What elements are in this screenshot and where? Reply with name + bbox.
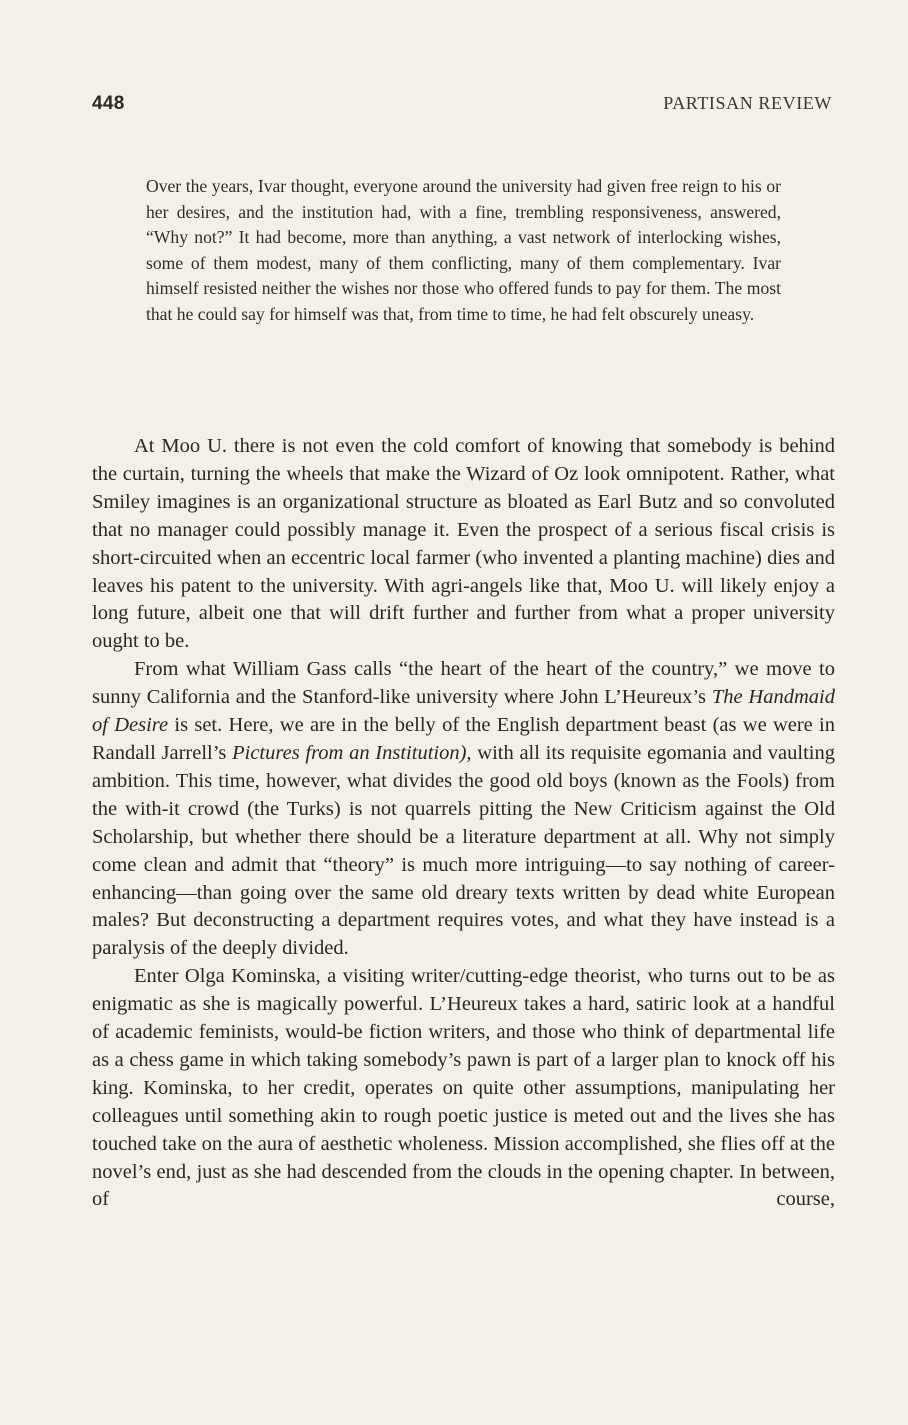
paragraph-2-part-b: is set. Here, we are in the belly of the English department beast (as we were in Randall Jarrell’s xyxy=(92,714,835,764)
page-number: 448 xyxy=(92,93,125,114)
paragraph-2 xyxy=(92,656,835,963)
book-title-handmaid: The Handmaid of Desire xyxy=(92,686,835,737)
block-quote-text: Over the years, Ivar thought, everyone around the university had given free reign to his or her desires, and the institution had, with a fine, trembling responsiveness, answered, “Why not?” It had become, more than anything, a vast network of interlocking wishes, some of them modest, many of them conflicting, many of them complementary. Ivar himself resisted neither the wishes nor those who offered funds to pay for them. The most that he could say for himself was that, from time to time, he had felt obscurely uneasy. xyxy=(146,176,781,324)
body-text xyxy=(92,433,835,1214)
paragraph-3: Enter Olga Kominska, a visiting writer/cutting-edge theorist, who turns out to be as enigmatic as she is magically powerful. L’Heureux takes a hard, satiric look at a handful of academic feminists, would-be fiction writers, and those who think of departmental life as a chess game in which taking somebody’s pawn is part of a larger plan to knock off his king. Kominska, to her credit, operates on quite other assumptions, manipulating her colleagues until something akin to rough poetic justice is meted out and the lives she has touched take on the aura of aesthetic wholeness. Mission accomplished, she flies off at the novel’s end, just as she had descended from the clouds in the opening chapter. In between, of course, xyxy=(92,965,835,1211)
paragraph-2-part-a: From what William Gass calls “the heart of the heart of the country,” we move to sunny California and the Stanford-like university where John L’Heureux’s xyxy=(92,658,835,709)
paragraph-2-part-c: with all its requisite egomania and vaulting ambition. This time, however, what divides the good old boys (known as the Fools) from the with-it crowd (the Turks) is not quarrels pitting the New Criticism against the Old Scholarship, but whether there should be a literature department at all. Why not simply come clean and admit that “theory” is much more intriguing—to say nothing of career-enhancing—than going over the same old dreary texts written by dead white European males? But deconstructing a department requires votes, and what they have instead is a paralysis of the deeply divided. xyxy=(92,741,835,960)
book-title-pictures: Pictures from an Institution), xyxy=(232,741,472,764)
block-quote xyxy=(146,174,781,328)
paragraph-1: At Moo U. there is not even the cold comfort of knowing that somebody is behind the curtain, turning the wheels that make the Wizard of Oz look omnipotent. Rather, what Smiley imagines is an organizational structure as bloated as Earl Butz and so convoluted that no manager could possibly manage it. Even the prospect of a serious fiscal crisis is short-circuited when an eccentric local farmer (who invented a planting machine) dies and leaves his patent to the university. With agri-angels like that, Moo U. will likely enjoy a long future, albeit one that will drift further and further from what a proper university ought to be. xyxy=(92,435,835,653)
running-head: PARTISAN REVIEW xyxy=(663,93,832,113)
page-header xyxy=(92,93,832,123)
